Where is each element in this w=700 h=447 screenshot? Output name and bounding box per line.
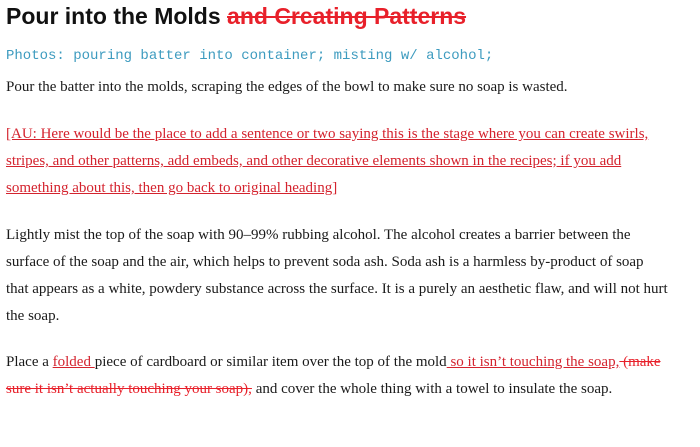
p4-deleted-clause: (make sure it isn’t actually touching your soap), xyxy=(6,354,661,397)
heading-text: Pour into the Molds xyxy=(6,3,221,29)
photo-note: Photos: pouring batter into container; misting w/ alcohol; xyxy=(6,48,494,64)
author-query-comment: [AU: Here would be the place to add a sentence or two saying this is the stage where you can create swirls, stripes, and other patterns, add embeds, and other decorative elements shown in the recipes; if you add something about this, then go back to original heading] xyxy=(6,126,649,196)
p4-text-3: and cover the whole thing with a towel to insulate the soap. xyxy=(251,381,613,397)
paragraph-cover-mold xyxy=(6,349,668,403)
paragraph-mist-alcohol: Lightly mist the top of the soap with 90–99% rubbing alcohol. The alcohol creates a barrier between the surface of the soap and the air, which helps to prevent soda ash. Soda ash is a harmless by-product of soap that appears as a white, powdery substance across the surface. It is a purely an aesthetic flaw, and will not hurt the soap. xyxy=(6,227,668,324)
p4-text-2: piece of cardboard or similar item over the top of the mold xyxy=(94,354,447,370)
heading-deleted-text: and Creating Patterns xyxy=(227,3,467,29)
section-heading xyxy=(6,1,466,31)
p4-inserted-folded: folded xyxy=(52,354,95,370)
p4-text-1: Place a xyxy=(6,354,53,370)
p4-inserted-clause: so it isn’t touching the soap, xyxy=(446,354,620,370)
paragraph-pour-batter xyxy=(6,74,668,101)
paragraph-pour-batter-text: Pour the batter into the molds, scraping the edges of the bowl to make sure no soap is wasted. xyxy=(6,79,568,95)
